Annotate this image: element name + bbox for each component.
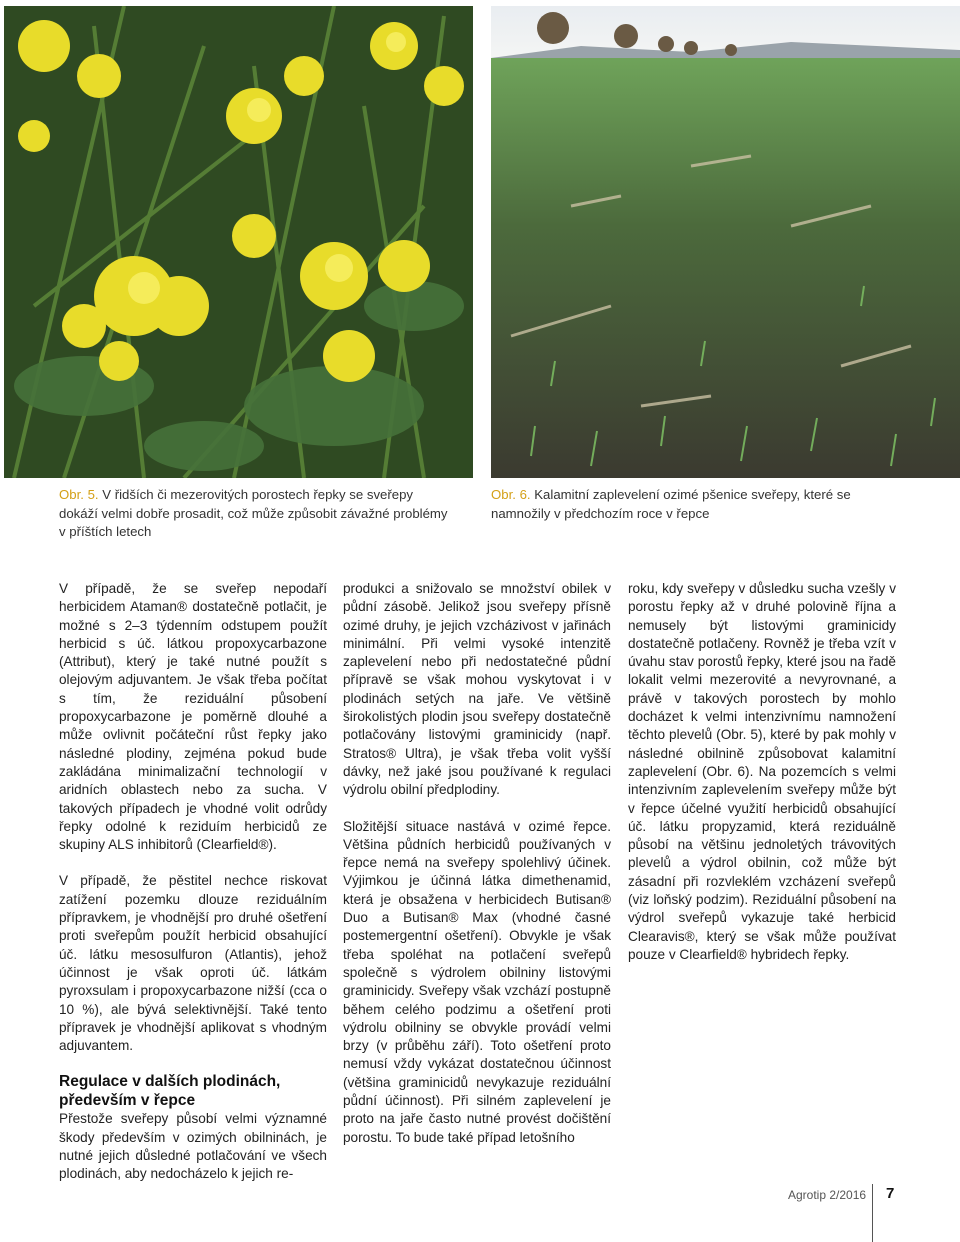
photo-wheat-field [491,6,960,478]
text-column-1 [59,580,327,1202]
footer-source: Agrotip 2/2016 [788,1188,867,1202]
paragraph: V případě, že se sveřep nepodaří herbicidem Ataman® dostatečně potlačit, je možné s 2–3 týdenním odstupem použít herbicid s úč. látkou propoxycarbazone (Attribut), který je také nutné použít s olejovým adjuvantem. Je však třeba počítat s tím, že reziduální působení propoxycarbazone je poměrně dlouhé a může ovlivnit počáteční růst řepky jako následné plodiny, zejména pokud bude zakládána minimalizační technologií v aridních oblastech nebo za sucha. V takových případech je vhodné volit odrůdy řepky odolné k reziduím herbicidů ze skupiny ALS inhibitorů (Clearfield®). [59,581,327,853]
section-heading [59,1073,327,1110]
paragraph: Přestože sveřepy působí velmi významné škody především v ozimých obilninách, je nutné jejich důsledné potlačování ve všech plodinách, aby nedocházelo k jejich re- [59,1111,327,1182]
caption-fig5 [59,486,449,542]
paragraph: V případě, že pěstitel nechce riskovat zatížení pozemku dlouze reziduálním přípravkem, je vhodnější pro druhé ošetření proti sveřepům použít herbicid obsahující úč. látku mesosulfuron (Atlantis), jehož účinnost je však oproti úč. látkám pyroxsulam i propoxycarbazone nižší (cca o 10 %), ale bývá selektivnější. Také tento přípravek je vhodnější aplikovat s vhodným adjuvantem. [59,873,327,1054]
caption-fig6-label: Obr. 6. [491,487,531,502]
paragraph: roku, kdy sveřepy v důsledku sucha vzešly v porostu řepky až v druhé polovině října a nemusely být listovými graminicidy dostatečně potlačeny. Rovněž je třeba vzít v úvahu stav porostů řepky, které jsou na řadě lokalit velmi mezerovité a nevyrovnané, a právě v takových porostech by mohlo docházet k velmi intenzivnímu namnožení těchto plevelů (Obr. 5), které by pak mohly v následné obilnině způsobovat kalamitní zaplevelení (Obr. 6). Na pozemcích s velmi intenzivním zaplevelením sveřepy může být v řepce účelné využití herbicidů obsahující úč. látku propyzamid, která reziduálně působí na většinu jednoletých trávovitých plevelů a výdrol obilnin, což může být zásadní při rozvleklém vzcházení sveřepů (viz loňský podzim). Reziduální působení na výdrol sveřepů vykazuje také herbicid Clearavis®, který se však může používat pouze v Clearfield® hybridech řepky. [628,581,896,962]
text-column-2 [343,580,611,1165]
caption-fig5-label: Obr. 5. [59,487,99,502]
caption-fig6 [491,486,891,523]
footer-divider [872,1184,873,1242]
section-heading-line1: Regulace v dalších plodinách, [59,1073,281,1091]
caption-fig5-text: V řidších či mezerovitých porostech řepky se sveřepy dokáží velmi dobře prosadit, což může způsobit závažné problémy v příštích letech [59,487,448,539]
paragraph: Složitější situace nastává v ozimé řepce. Většina půdních herbicidů používaných v řepce nemá na sveřepy spolehlivý účinek. Výjimkou je účinná látka dimethenamid, která je obsažena v herbicidech Butisan® Duo a Butisan® Max (vhodné časné postemergentní ošetření). Obvykle je však třeba spoléhat na potlačení sveřepů společně s výdrolem obilniny listovými graminicidy. Sveřepy však vzchází postupně během celého podzimu a ošetření proti výdrolu obilniny se obvykle provádí velmi brzy (v průběhu září). Toto ošetření proto nemusí vždy vykázat dostatečnou účinnost (většina graminicidů nevykazuje reziduální půdní účinnost). Při silném zaplevelení je proto na jaře často nutné provést dočištění porostu. To bude také případ letošního [343,818,611,1145]
page-number: 7 [886,1185,895,1202]
caption-fig6-text: Kalamitní zaplevelení ozimé pšenice sveřepy, které se namnožily v předchozím roce v řepce [491,487,851,521]
text-column-3 [628,580,896,982]
section-heading-line2: především v řepce [59,1091,196,1109]
paragraph: produkci a snižovalo se množství obilek v půdní zásobě. Jelikož jsou sveřepy přísně ozimé druhy, je jejich vzcházivost v jařinách minimální. Při velmi vysoké intenzitě zaplevelení nebo při nedostatečné půdní přípravě se však mohou vyskytovat i v plodinách setých na jaře. Ve většině širokolistých plodin jsou sveřepy dostatečně potlačovány listovými graminicidy (např. Stratos® Ultra), je však třeba volit vyšší dávky, než jaké jsou používané k regulaci výdrolu obilní předplodiny. [343,581,611,798]
photo-rapeseed-flowers [4,6,473,478]
